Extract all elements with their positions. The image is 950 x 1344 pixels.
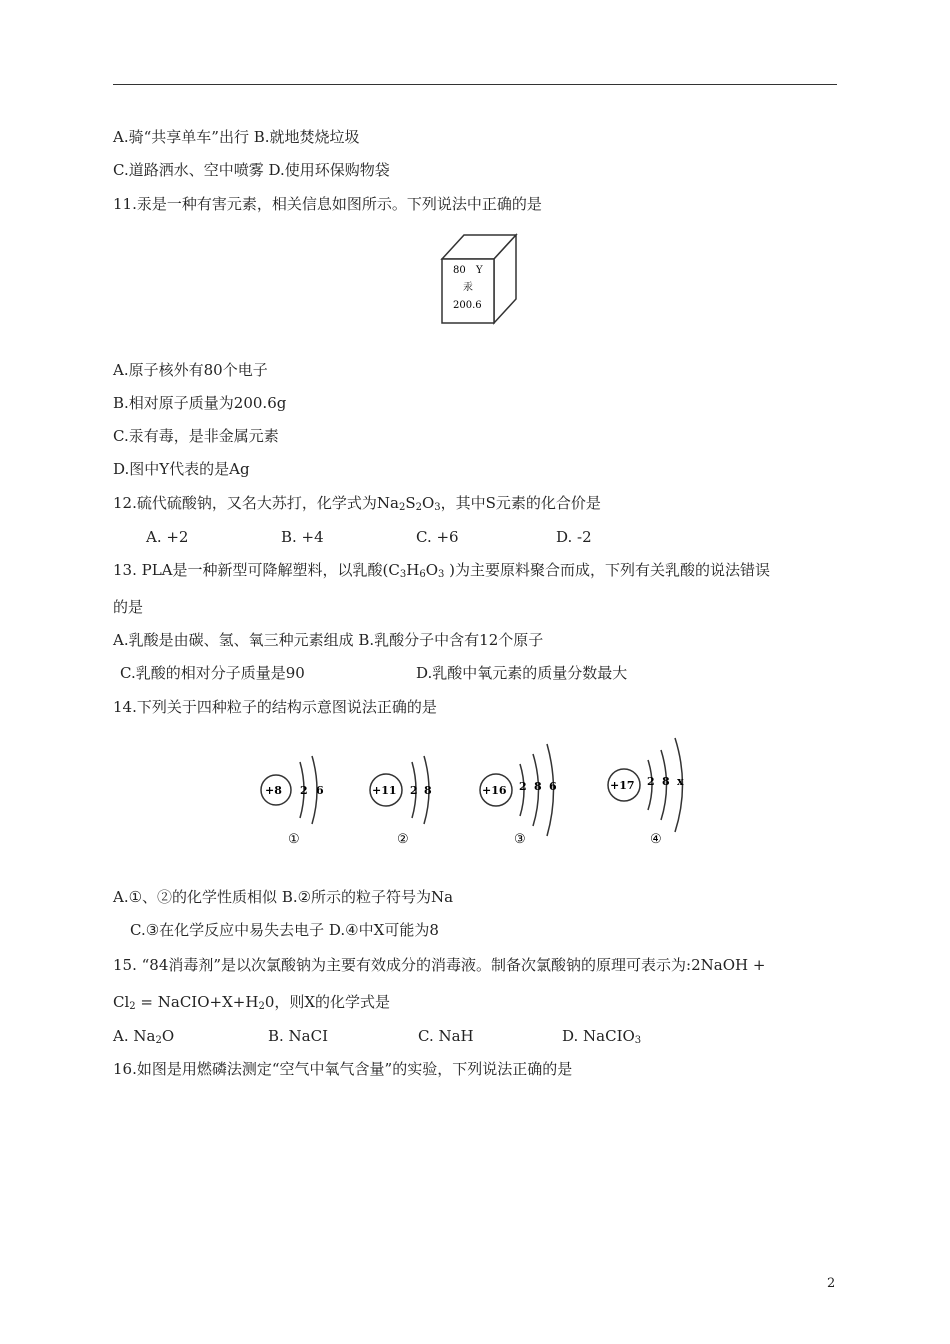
- diagram-4-shell-3: x: [677, 775, 684, 788]
- q15-stem: 15. “84消毒剂”是以次氯酸钠为主要有效成分的消毒液。制备次氯酸钠的原理可表示为:2NaOH +: [113, 956, 766, 974]
- diagram-1-label: ①: [288, 832, 300, 847]
- diagram-1-shell-2: 6: [316, 784, 324, 797]
- q16-stem: 16.如图是用燃磷法测定“空气中氧气含量”的实验，下列说法正确的是: [113, 1060, 573, 1078]
- q12-option-b: B. +4: [281, 528, 324, 546]
- diagram-1-shell-1: 2: [300, 784, 308, 797]
- q10-options-row2: C.道路洒水、空中喷雾 D.使用环保购物袋: [113, 161, 390, 179]
- diagram-3-shell-1: 2: [519, 780, 527, 793]
- q12-option-d: D. -2: [556, 528, 592, 546]
- diagram-2-shell-2: 8: [424, 784, 432, 797]
- q11-stem: 11.汞是一种有害元素，相关信息如图所示。下列说法中正确的是: [113, 195, 542, 213]
- diagram-3-shell-3: 6: [549, 780, 557, 793]
- q14-options-row1: A.①、②的化学性质相似 B.②所示的粒子符号为Na: [113, 888, 454, 906]
- q15-option-b: B. NaCI: [268, 1027, 329, 1045]
- q13-stem: 13. PLA是一种新型可降解塑料，以乳酸($C_3H_6O_3$ )为主要原料聚合而成，下列有关乳酸的说法错误: [113, 561, 770, 580]
- diagram-4-nucleus: +17: [610, 779, 635, 792]
- q11-option-b: B.相对原子质量为200.6g: [113, 394, 287, 412]
- page-number: 2: [827, 1276, 836, 1291]
- q11-option-c: C.汞有毒，是非金属元素: [113, 427, 279, 445]
- q13-options-row1: A.乳酸是由碳、氢、氧三种元素组成 B.乳酸分子中含有12个原子: [113, 631, 544, 649]
- q15-stem-line2: $Cl_2$ = $NaCIO+X+H_20$，则X的化学式是: [113, 993, 391, 1012]
- q13-stem-line2: 的是: [113, 598, 144, 616]
- q13-option-c: C.乳酸的相对分子质量是90: [120, 664, 305, 682]
- q10-options-row1: A.骑“共享单车”出行 B.就地焚烧垃圾: [113, 128, 360, 146]
- q11-option-a: A.原子核外有80个电子: [113, 361, 268, 379]
- element-mass: 200.6: [453, 300, 482, 311]
- q12-option-a: A. +2: [146, 528, 189, 546]
- q12-option-c: C. +6: [416, 528, 459, 546]
- q15-option-a: A. $Na_2O$: [113, 1027, 175, 1046]
- q11-option-d: D.图中Y代表的是Ag: [113, 460, 250, 478]
- atomic-structure-diagrams: [250, 730, 700, 855]
- q15-option-c: C. NaH: [418, 1027, 474, 1045]
- q12-stem: 12.硫代硫酸钠，又名大苏打，化学式为$Na_2S_2O_3$，其中S元素的化合价是: [113, 494, 601, 513]
- diagram-2-shell-1: 2: [410, 784, 418, 797]
- diagram-2-nucleus: +11: [372, 784, 397, 797]
- diagram-3-label: ③: [514, 832, 526, 847]
- diagram-2-label: ②: [397, 832, 409, 847]
- q14-options-row2: C.③在化学反应中易失去电子 D.④中X可能为8: [130, 921, 439, 939]
- element-card-figure: [438, 233, 520, 325]
- diagram-3-shell-2: 8: [534, 780, 542, 793]
- header-rule: [113, 84, 837, 85]
- diagram-1-nucleus: +8: [265, 784, 282, 797]
- diagram-4-shell-1: 2: [647, 775, 655, 788]
- diagram-4-label: ④: [650, 832, 662, 847]
- element-name: 汞: [463, 282, 473, 293]
- q14-stem: 14.下列关于四种粒子的结构示意图说法正确的是: [113, 698, 437, 716]
- element-symbol: Y: [476, 265, 483, 276]
- diagram-3-nucleus: +16: [482, 784, 507, 797]
- q13-option-d: D.乳酸中氧元素的质量分数最大: [416, 664, 628, 682]
- q15-option-d: D. NaCIO$_3$: [562, 1027, 642, 1046]
- element-atomic-number: 80: [453, 265, 466, 276]
- diagram-4-shell-2: 8: [662, 775, 670, 788]
